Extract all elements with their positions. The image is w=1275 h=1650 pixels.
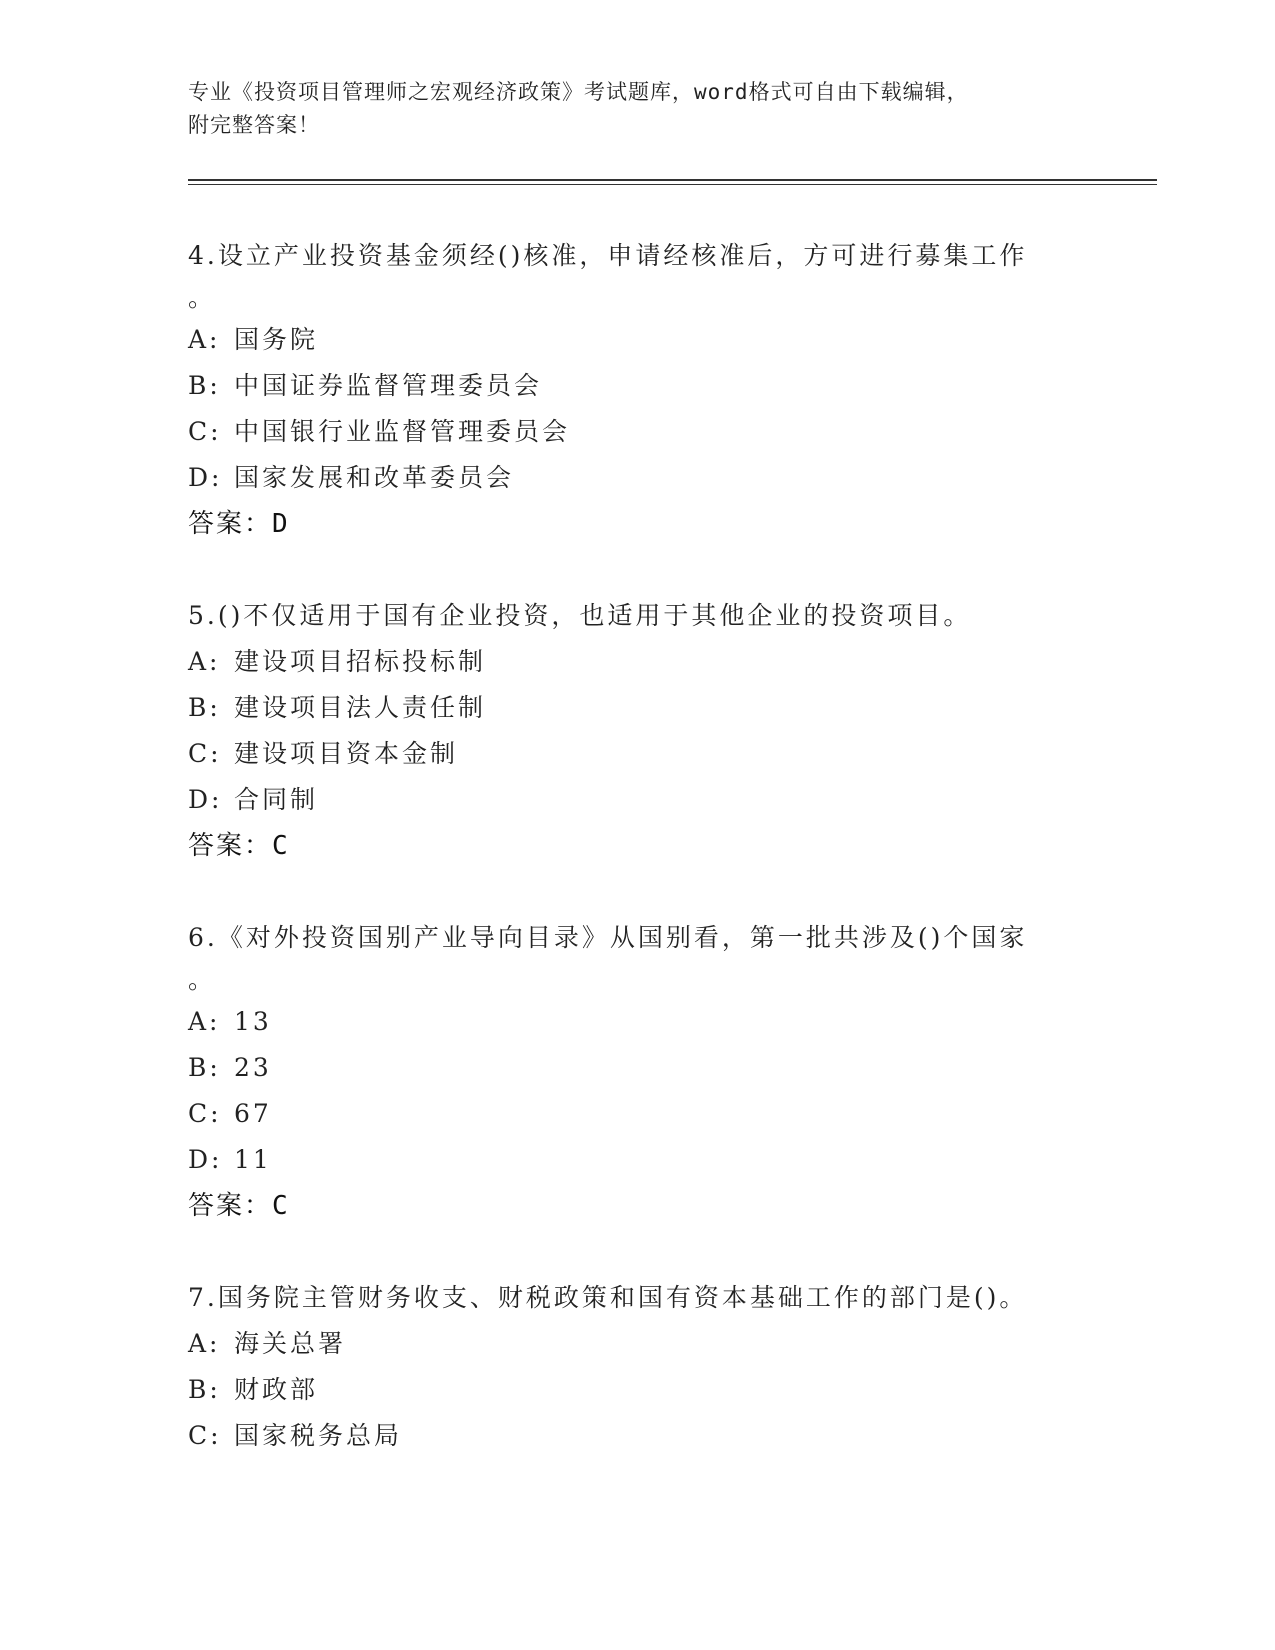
option-b	[188, 688, 1088, 734]
question-5	[188, 596, 1088, 866]
option-b	[188, 1370, 1088, 1416]
option-text: 中国证券监督管理委员会	[234, 371, 543, 400]
question-stem: 6.《对外投资国别产业导向目录》从国别看，第一批共涉及()个国家	[188, 923, 1028, 952]
header-line-1: 专业《投资项目管理师之宏观经济政策》考试题库，word格式可自由下载编辑，	[188, 80, 969, 104]
document-header	[188, 76, 1068, 142]
option-b	[188, 1048, 1088, 1094]
option-text: 11	[234, 1145, 272, 1174]
question-stem: 7.国务院主管财务收支、财税政策和国有资本基础工作的部门是()。	[188, 1283, 1028, 1312]
question-stem-continuation: 。	[188, 283, 214, 312]
question-stem: 5.()不仅适用于国有企业投资，也适用于其他企业的投资项目。	[188, 601, 972, 630]
option-a	[188, 1324, 1088, 1370]
option-letter: D:	[188, 785, 223, 814]
answer-label: 答案：C	[188, 1191, 290, 1221]
header-divider-bottom	[188, 184, 1157, 185]
option-letter: A:	[188, 1329, 221, 1358]
question-list	[188, 236, 1088, 1514]
option-a	[188, 1002, 1088, 1048]
question-stem: 4.设立产业投资基金须经()核准，申请经核准后，方可进行募集工作	[188, 241, 1028, 270]
question-4	[188, 236, 1088, 544]
question-6	[188, 918, 1088, 1226]
option-text: 合同制	[234, 785, 319, 814]
option-a	[188, 320, 1088, 366]
option-text: 建设项目资本金制	[234, 739, 459, 768]
question-stem-continuation: 。	[188, 965, 214, 994]
option-text: 建设项目招标投标制	[234, 647, 487, 676]
option-letter: A:	[188, 1007, 221, 1036]
question-7	[188, 1278, 1088, 1462]
option-c	[188, 1094, 1088, 1140]
option-letter: C:	[188, 417, 222, 446]
option-c	[188, 412, 1088, 458]
option-b	[188, 366, 1088, 412]
option-letter: B:	[188, 693, 221, 722]
answer-label: 答案：D	[188, 509, 290, 539]
option-letter: D:	[188, 1145, 223, 1174]
option-d	[188, 458, 1088, 504]
option-text: 海关总署	[234, 1329, 347, 1358]
header-line-2: 附完整答案！	[188, 113, 320, 137]
option-text: 国务院	[234, 325, 319, 354]
option-letter: B:	[188, 1053, 221, 1082]
option-letter: A:	[188, 647, 221, 676]
answer-label: 答案：C	[188, 831, 290, 861]
option-letter: C:	[188, 1421, 222, 1450]
option-letter: A:	[188, 325, 221, 354]
option-letter: C:	[188, 1099, 222, 1128]
header-divider-top	[188, 179, 1157, 181]
option-letter: B:	[188, 1375, 221, 1404]
option-text: 中国银行业监督管理委员会	[234, 417, 571, 446]
option-text: 建设项目法人责任制	[234, 693, 487, 722]
option-text: 13	[234, 1007, 272, 1036]
option-text: 23	[234, 1053, 272, 1082]
option-a	[188, 642, 1088, 688]
option-d	[188, 1140, 1088, 1186]
option-text: 67	[234, 1099, 272, 1128]
option-letter: B:	[188, 371, 221, 400]
option-letter: C:	[188, 739, 222, 768]
option-text: 国家税务总局	[234, 1421, 403, 1450]
option-d	[188, 780, 1088, 826]
option-text: 财政部	[234, 1375, 319, 1404]
option-text: 国家发展和改革委员会	[234, 463, 515, 492]
option-c	[188, 734, 1088, 780]
option-letter: D:	[188, 463, 223, 492]
option-c	[188, 1416, 1088, 1462]
